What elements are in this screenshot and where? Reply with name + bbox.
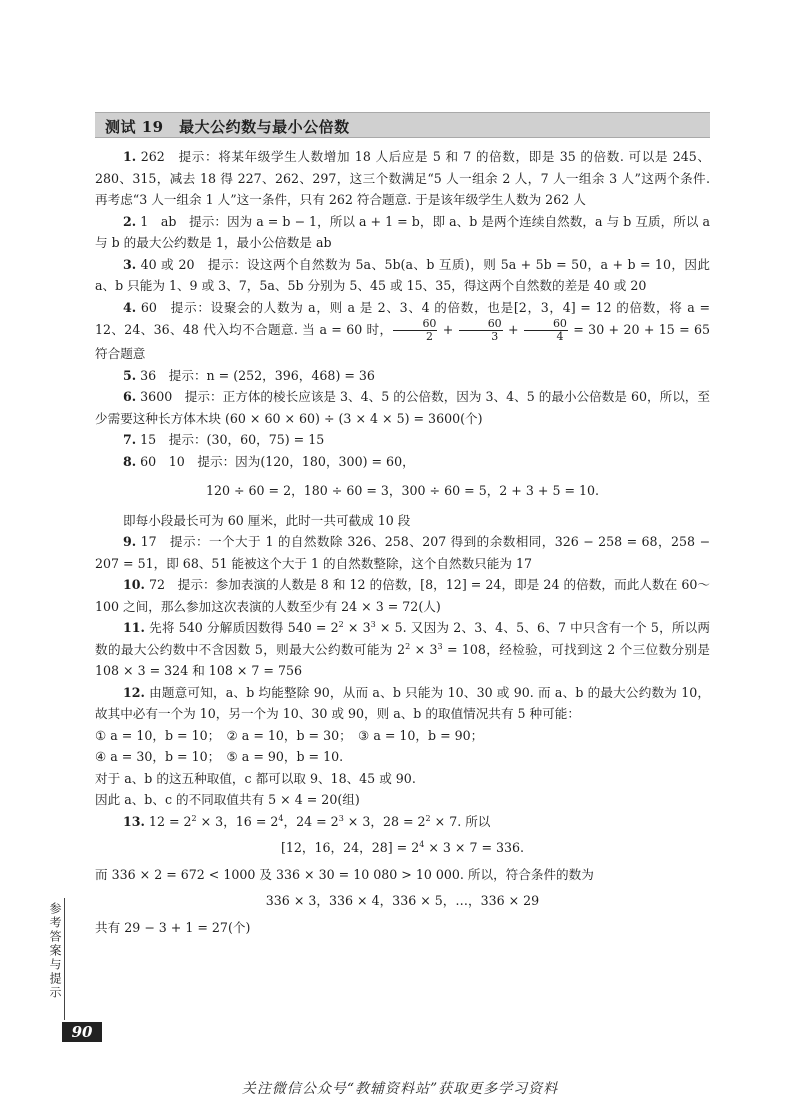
answer-4: [95, 297, 710, 365]
fraction: [459, 318, 503, 343]
side-tab-label: 参考答案与提示: [48, 902, 62, 1000]
exponent: 2: [405, 641, 411, 651]
fraction: [393, 318, 437, 343]
footer-note: 关注微信公众号“教辅资料站”获取更多学习资料: [241, 1081, 559, 1097]
answer-text: × 3: [343, 620, 371, 635]
answer-text: × 3，16 = 2: [196, 813, 279, 829]
denominator: 4: [556, 330, 564, 343]
answer-1: [95, 146, 710, 211]
option-line: 因此 a、b、c 的不同取值共有 5 × 4 = 20(组): [95, 792, 360, 807]
equation: [95, 832, 710, 864]
answer-10: [95, 574, 710, 617]
exponent: 2: [191, 813, 197, 823]
answer-2: [95, 211, 710, 254]
exponent: 2: [338, 619, 344, 629]
answer-text: ，24 = 2: [283, 813, 339, 829]
exponent: 3: [338, 813, 344, 823]
answer-12: [95, 682, 710, 725]
answer-8: [95, 451, 710, 473]
answer-8-conclusion: 即每小段最长可为 60 厘米，此时一共可截成 10 段: [123, 512, 411, 528]
answer-content: [95, 146, 710, 938]
answer-text: = 108，经检验，可找到这 2 个三位数分别是 108 × 3 = 324 和 108 × 7 = 756: [95, 641, 710, 678]
section-side-tab: [44, 898, 65, 1020]
answer-number: 13.: [123, 813, 145, 829]
answer-number: 6.: [123, 389, 137, 404]
numerator: 60: [393, 318, 437, 331]
answer-text: 72 提示：参加表演的人数是 8 和 12 的倍数，[8，12] = 24，即是 24 的倍数，而此人数在 60～100 之间，那么参加这次表演的人数至少有 24 × 3 = 72(人): [95, 577, 710, 614]
answer-text: 60 10 提示：因为(120，180，300) = 60，: [136, 453, 415, 469]
page-number: 90: [62, 1022, 102, 1042]
answer-number: 3.: [123, 256, 137, 272]
answer-text: 先将 540 分解质因数得 540 = 2: [144, 620, 339, 635]
exponent: 3: [437, 641, 443, 651]
answer-text: 60 提示：设聚会的人数为 a，则 a 是 2、3、4 的倍数，也是[2，3，4] = 12 的倍数，将 a = 12、24、36、48 代入均不合题意. 当 a = 60 时，: [95, 299, 710, 337]
answer-5: [95, 365, 710, 387]
answer-number: 5.: [123, 367, 137, 383]
answer-7: [95, 429, 710, 451]
answer-11: [95, 617, 710, 682]
denominator: 3: [491, 330, 499, 343]
exponent: 4: [419, 839, 425, 849]
answer-number: 4.: [123, 299, 137, 315]
equation-part: [12，16，24，28] = 2: [280, 840, 420, 855]
answer-number: 2.: [123, 213, 137, 229]
answer-13: [95, 811, 710, 833]
answer-text: 由题意可知，a、b 均能整除 90，从而 a、b 只能为 10、30 或 90. 而 a、b 的最大公约数为 10，故其中必有一个为 10，另一个为 10、30 或 90，则 a、b 的取值情况共有 5 种可能：: [95, 684, 710, 721]
answer-number: 10.: [123, 577, 145, 592]
answer-text: × 3，28 = 2: [343, 813, 426, 829]
answer-text: 12 = 2: [144, 813, 192, 829]
numerator: 60: [459, 318, 503, 331]
exponent: 3: [370, 619, 376, 629]
answer-text: 17 提示：一个大于 1 的自然数除 326、258、207 得到的余数相同，326 − 258 = 68，258 − 207 = 51，即 68、51 能被这个大于 1 的自然数整除，这个自然数只能为 17: [95, 534, 710, 571]
answer-number: 12.: [123, 684, 145, 700]
fraction: [524, 318, 568, 343]
equation: 120 ÷ 60 = 2，180 ÷ 60 = 3，300 ÷ 60 = 5，2 + 3 + 5 = 10.: [205, 483, 600, 498]
answer-6: [95, 386, 710, 429]
answer-text: × 7. 所以: [430, 813, 491, 829]
exponent: 4: [278, 813, 284, 823]
answer-text: 36 提示：n = (252，396，468) = 36: [136, 367, 375, 383]
answer-number: 1.: [123, 149, 137, 164]
answer-text: 40 或 20 提示：设这两个自然数为 5a、5b(a、b 互质)，则 5a + 5b = 50，a + b = 10，因此 a、b 只能为 1、9 或 3、7，5a、5b 分别为 5、45 或 15、35，得这两个自然数的差是 40 或 20: [95, 256, 710, 293]
answer-text: × 3: [410, 641, 438, 657]
option-line: 对于 a、b 的这五种取值，c 都可以取 9、18、45 或 90.: [95, 770, 416, 786]
equation-part: × 3 × 7 = 336.: [424, 840, 525, 855]
answer-number: 9.: [123, 534, 137, 549]
answer-text: 1 ab 提示：因为 a = b − 1，所以 a + 1 = b，即 a、b 是两个连续自然数，a 与 b 互质，所以 a 与 b 的最大公约数是 1，最小公倍数是 ab: [95, 213, 710, 250]
answer-13-text: 而 336 × 2 = 672 < 1000 及 336 × 30 = 10 080 > 10 000. 所以，符合条件的数为: [95, 866, 594, 882]
answer-3: [95, 254, 710, 297]
answer-9: [95, 531, 710, 574]
answer-number: 8.: [123, 453, 137, 469]
answer-text: 3600 提示：正方体的棱长应该是 3、4、5 的公倍数，因为 3、4、5 的最小公倍数是 60，所以，至少需要这种长方体木块 (60 × 60 × 60) ÷ (3 × 4 × 5) = 3600(个): [95, 389, 710, 426]
operator: +: [438, 322, 458, 337]
answer-number: 7.: [123, 432, 137, 447]
answer-text: × 5. 又因为 2、3、4、5、6、7 中只含有一个 5，所以两数的最大公约数中不含因数 5，则最大公约数可能为 2: [95, 620, 710, 657]
section-title-bar: [95, 112, 710, 138]
equation: 336 × 3，336 × 4，336 × 5，…，336 × 29: [265, 893, 540, 908]
answer-13-count: 共有 29 − 3 + 1 = 27(个): [95, 919, 251, 935]
answer-number: 11.: [123, 620, 145, 635]
numerator: 60: [524, 318, 568, 331]
option-line: ① a = 10，b = 10； ② a = 10，b = 30； ③ a = 10，b = 90；: [95, 727, 484, 743]
option-line: ④ a = 30，b = 10； ⑤ a = 90，b = 10.: [95, 749, 344, 764]
section-title: 测试 19 最大公约数与最小公倍数: [105, 118, 350, 136]
denominator: 2: [425, 330, 433, 343]
answer-text: = 30 + 20 + 15 = 65 符合题意: [95, 322, 711, 361]
answer-text: 15 提示：(30，60，75) = 15: [136, 432, 325, 447]
exponent: 2: [425, 813, 431, 823]
answer-text: 262 提示：将某年级学生人数增加 18 人后应是 5 和 7 的倍数，即是 35 的倍数. 可以是 245、280、315，减去 18 得 227、262、297，这三个数满足“5 人一组余 2 人，7 人一组余 3 人”这两个条件. 再考虑“3 人一组余 1 人”这一条件，只有 262 符合题意. 于是该年级学生人数为 262 人: [95, 149, 710, 207]
operator: +: [503, 322, 523, 337]
